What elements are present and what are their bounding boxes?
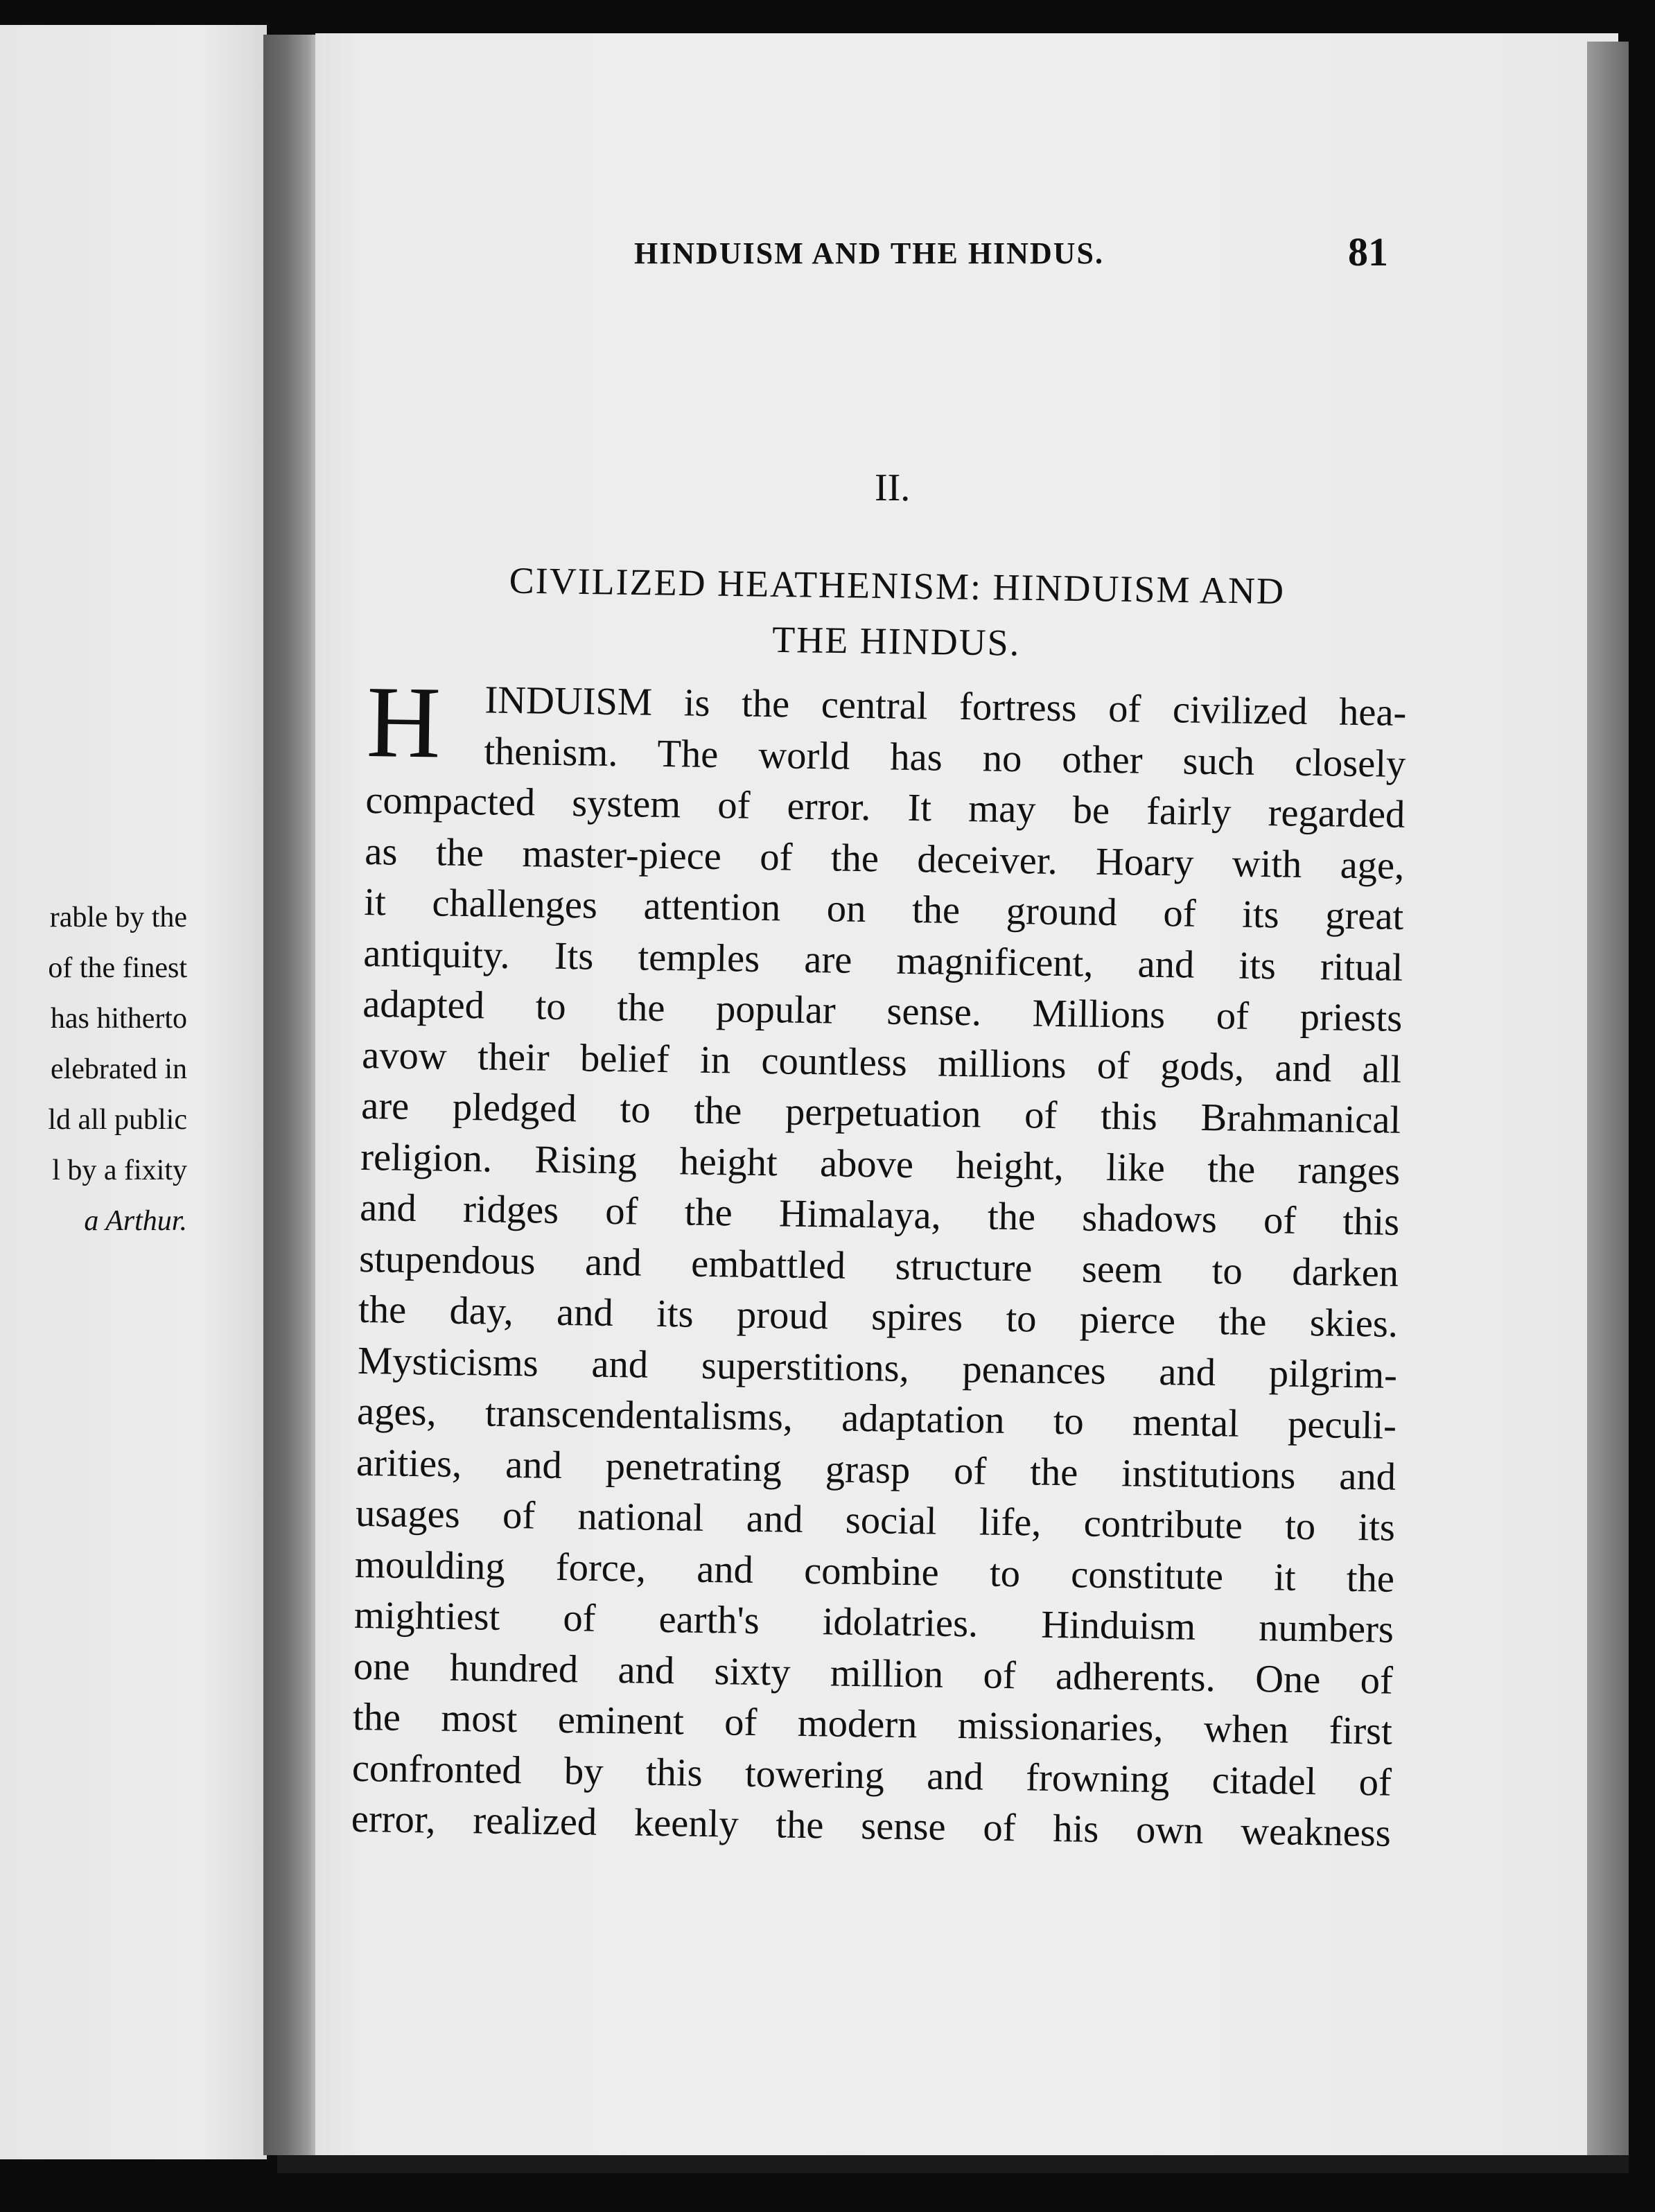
- body-line: as the master-piece of the deceiver. Hoary with age,: [364, 830, 1405, 888]
- body-line: it challenges attention on the ground of its great: [363, 880, 1404, 938]
- body-line: avow their belief in countless millions of gods, and all: [361, 1033, 1402, 1091]
- body-line: moulding force, and combine to constitute it the: [354, 1543, 1395, 1601]
- page-bottom-edge: [277, 2155, 1629, 2173]
- body-line: error, realized keenly the sense of his own weakness: [351, 1797, 1392, 1855]
- chapter-title: [387, 551, 1407, 676]
- body-line: mightiest of earth's idolatries. Hinduism numbers: [353, 1593, 1394, 1651]
- body-line: arities, and penetrating grasp of the institutions and: [356, 1441, 1396, 1499]
- running-head: HINDUISM AND THE HINDUS.: [634, 236, 1104, 270]
- body-line: stupendous and embattled structure seem to darken: [358, 1237, 1399, 1295]
- page-edge: [1587, 42, 1629, 2162]
- body-line: adapted to the popular sense. Millions of priests: [362, 982, 1403, 1040]
- body-line: the most eminent of modern missionaries, when first: [352, 1695, 1393, 1753]
- previous-page-line: has hitherto: [50, 1003, 187, 1035]
- body-line: confronted by this towering and frowning citadel of: [351, 1746, 1392, 1805]
- body-line: antiquity. Its temples are magnificent, and its ritual: [362, 931, 1403, 990]
- body-line: compacted system of error. It may be fairly regarded: [365, 778, 1406, 836]
- previous-page-line: of the finest: [48, 952, 187, 984]
- body-line: Mysticisms and superstitions, penances and pilgrim-: [357, 1339, 1398, 1397]
- previous-page-text: [0, 893, 187, 1247]
- body-line-text: INDUISM is the central fortress of civilized hea-: [484, 678, 1407, 735]
- chapter-title-line: THE HINDUS.: [771, 618, 1021, 664]
- body-line: are pledged to the perpetuation of this Brahmanical: [360, 1084, 1401, 1142]
- body-line: religion. Rising height above height, like the ranges: [360, 1135, 1401, 1193]
- previous-page-line: l by a fixity: [52, 1155, 187, 1186]
- previous-page-line: ld all public: [48, 1104, 187, 1136]
- previous-page: [0, 25, 267, 2159]
- body-line: ages, transcendentalisms, adaptation to mental peculi-: [356, 1389, 1397, 1448]
- page-number: 81: [1348, 229, 1388, 274]
- body-line: and ridges of the Himalaya, the shadows of this: [359, 1186, 1400, 1244]
- body-line: thenism. The world has no other such closely: [484, 729, 1406, 786]
- body-line: the day, and its proud spires to pierce the skies.: [358, 1288, 1399, 1346]
- chapter-title-line: CIVILIZED HEATHENISM: HINDUISM AND: [509, 559, 1286, 613]
- previous-page-line: rable by the: [49, 902, 187, 933]
- body-line: usages of national and social life, contribute to its: [355, 1491, 1396, 1550]
- body-text: [351, 665, 1407, 1859]
- previous-page-line: a Arthur.: [84, 1205, 187, 1237]
- book-gutter: [263, 35, 319, 2155]
- previous-page-line: elebrated in: [50, 1053, 187, 1085]
- chapter-number: II.: [875, 466, 911, 509]
- drop-cap: H: [365, 665, 442, 780]
- body-line: one hundred and sixty million of adherents. One of: [353, 1644, 1394, 1703]
